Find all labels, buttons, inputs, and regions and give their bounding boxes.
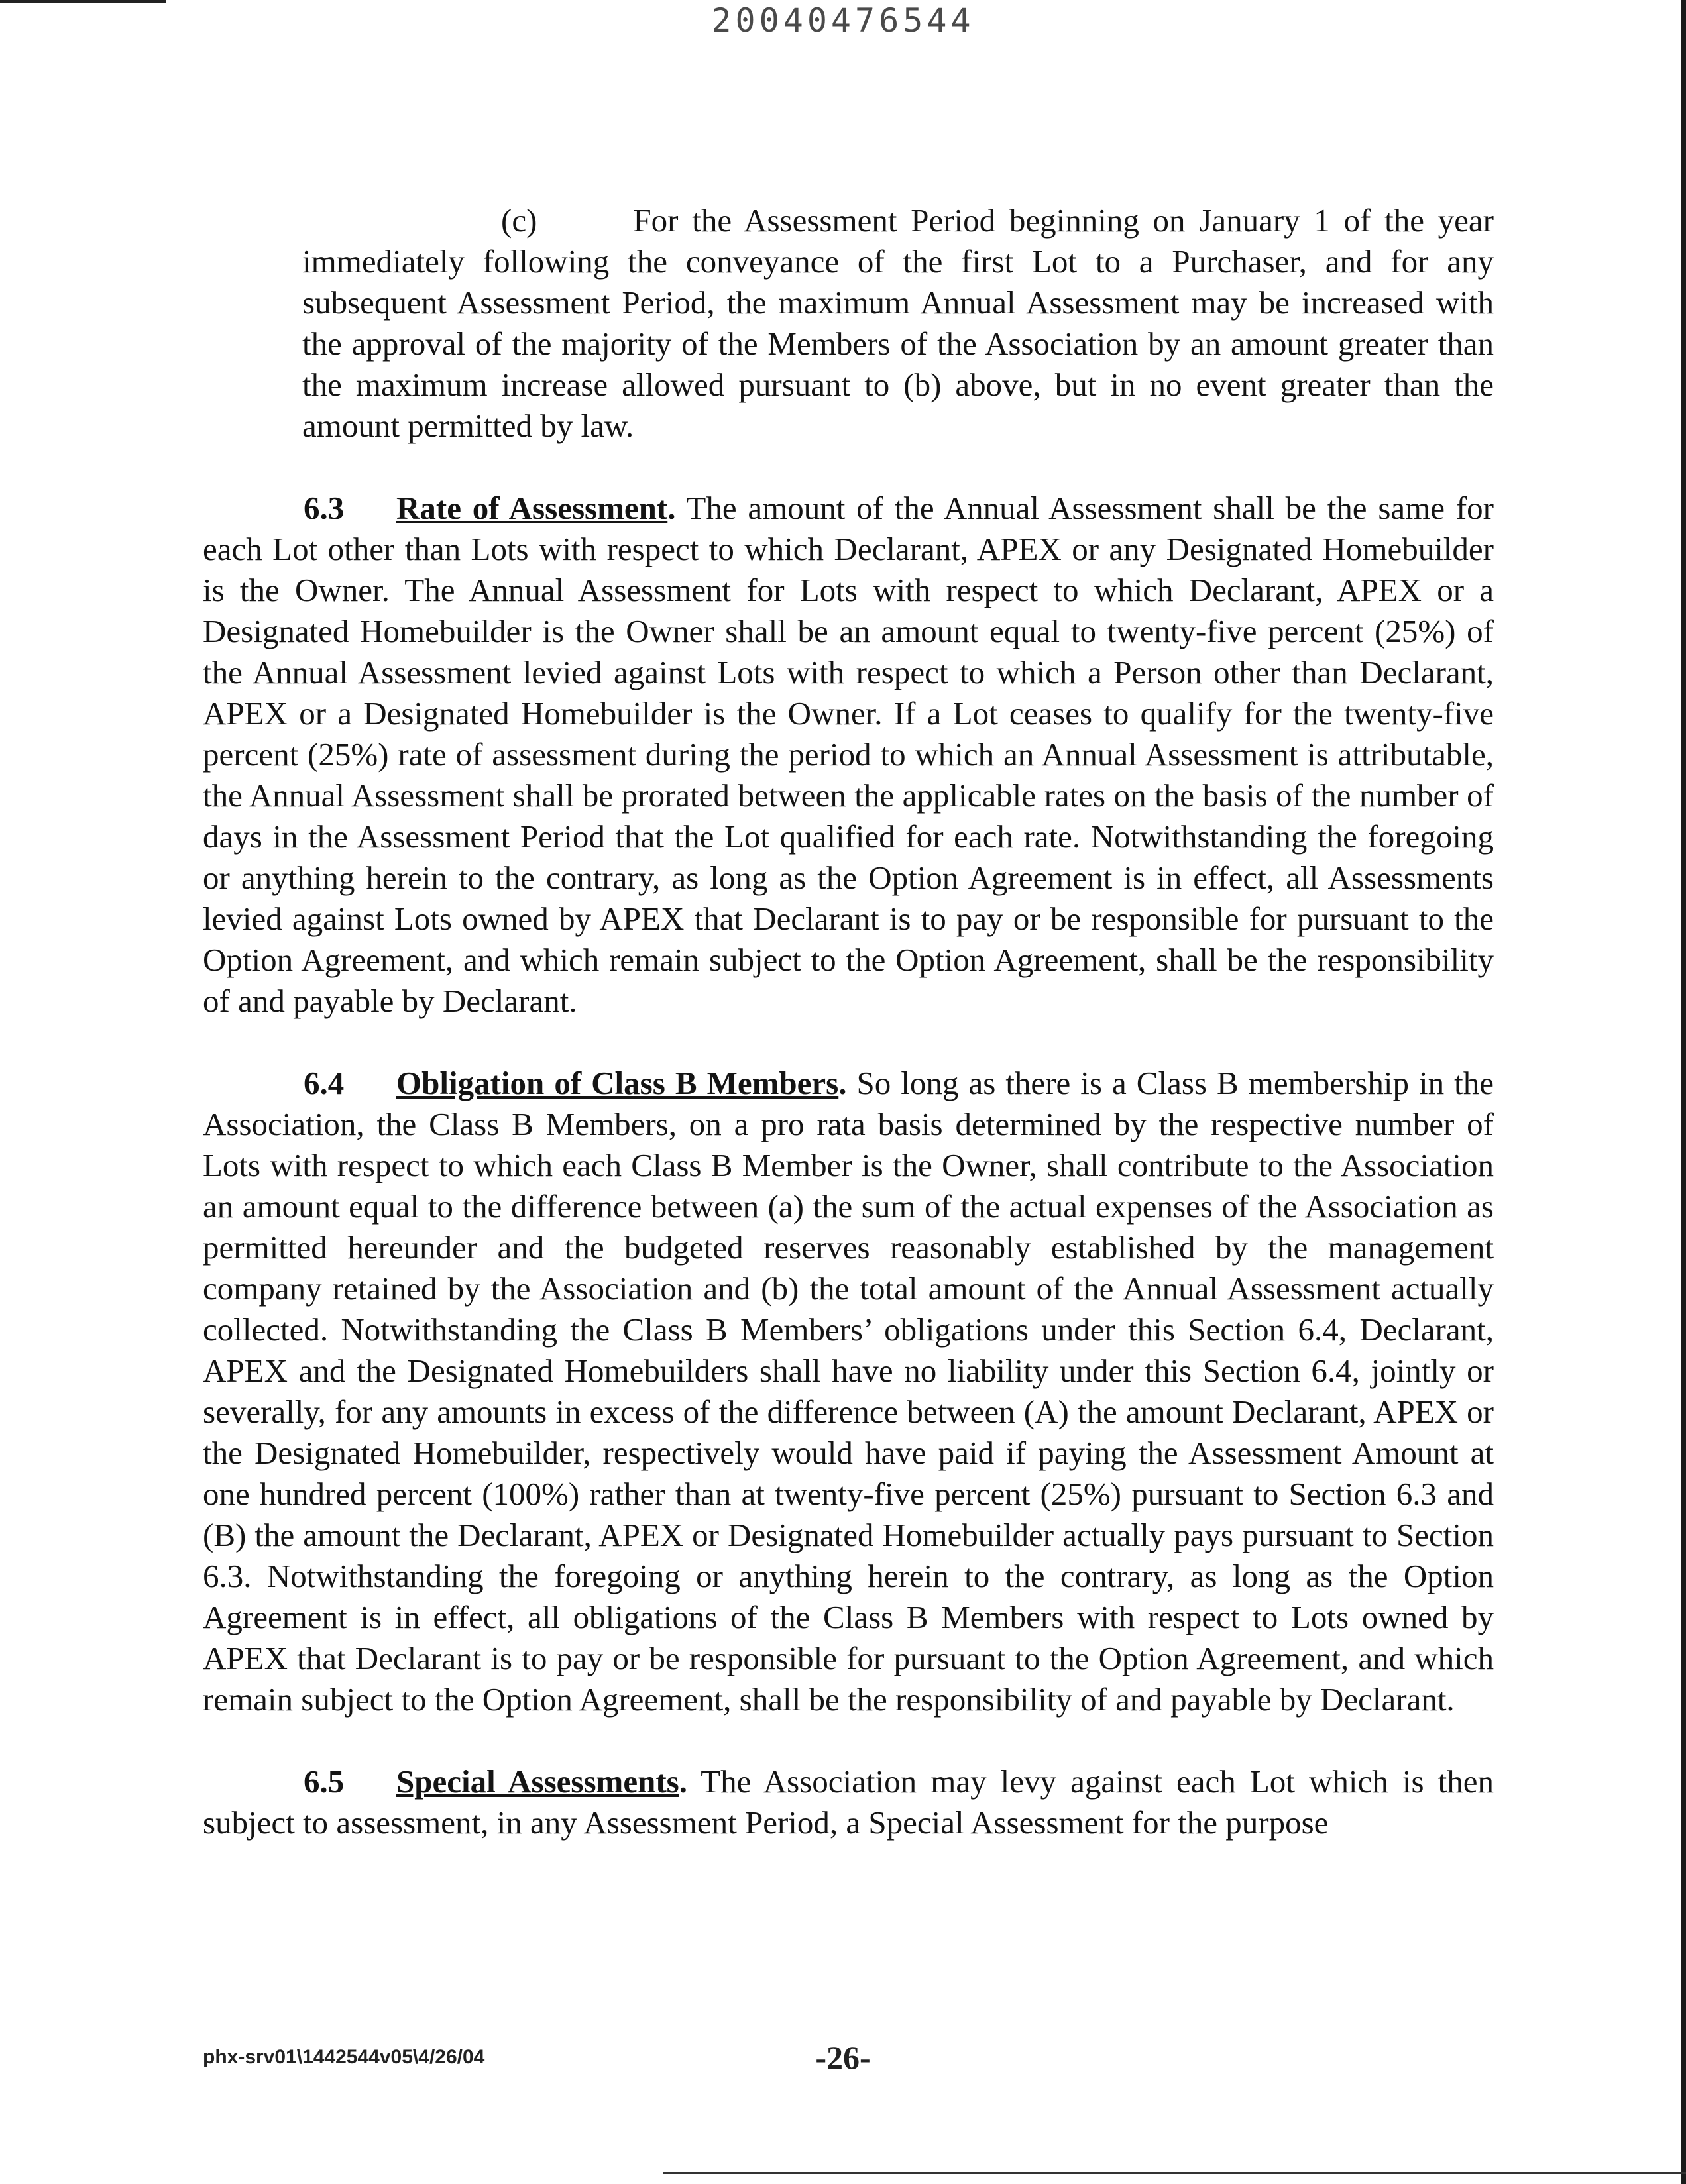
section-6-5-number: 6.5 [304,1763,345,1800]
section-6-4-title: Obligation of Class B Members [396,1065,839,1101]
section-6-4-text: So long as there is a Class B membership in the Association, the Class B Members, on a pro rata basis determined by the respective number of Lots with respect to which each Class B Member is the Owner, shall contribute to the Association an amount equal to the difference between (a) the sum of the actual expenses of the Association as permitted hereunder and the budgeted reserves reasonably established by the management company retained by the Association and (b) the total amount of the Annual Assessment actually collected. Notwithstanding the Class B Members’ obligations under this Section 6.4, Declarant, APEX and the Designated Homebuilders shall have no liability under this Section 6.4, jointly or severally, for any amounts in excess of the difference between (A) the amount Declarant, APEX or the Designated Homebuilder, respectively would have paid if paying the Assessment Amount at one hundred percent (100%) rather than at twenty-five percent (25%) pursuant to Section 6.3 and (B) the amount the Declarant, APEX or Designated Homebuilder actually pays pursuant to Section 6.3. Notwithstanding the foregoing or anything herein to the contrary, as long as the Option Agreement is in effect, all obligations of the Class B Members with respect to Lots owned by APEX that Declarant is to pay or be responsible for pursuant to the Option Agreement, and which remain subject to the Option Agreement, shall be the responsibility of and payable by Declarant. [203,1065,1494,1718]
paragraph-c-label: (c) [501,202,537,239]
scan-bottom-rule [663,2172,1686,2174]
section-6-3-text: The amount of the Annual Assessment shall be the same for each Lot other than Lots with respect to which Declarant, APEX or any Designated Homebuilder is the Owner. The Annual Assessment for Lots with respect to which Declarant, APEX or a Designated Homebuilder is the Owner shall be an amount equal to twenty-five percent (25%) of the Annual Assessment levied against Lots with respect to which a Person other than Declarant, APEX or a Designated Homebuilder is the Owner. If a Lot ceases to qualify for the twenty-five percent (25%) rate of assessment during the period to which an Annual Assessment is attributable, the Annual Assessment shall be prorated between the applicable rates on the basis of the number of days in the Assessment Period that the Lot qualified for each rate. Notwithstanding the foregoing or anything herein to the contrary, as long as the Option Agreement is in effect, all Assessments levied against Lots owned by APEX that Declarant is to pay or be responsible for pursuant to the Option Agreement, and which remain subject to the Option Agreement, shall be the responsibility of and payable by Declarant. [203,490,1494,1019]
section-6-5-text: The Association may levy against each Lot which is then subject to assessment, in any Assessment Period, a Special Assessment for the purpose [203,1763,1494,1841]
footer-file-id: phx-srv01\1442544v05\4/26/04 [203,2046,485,2068]
document-number: 20040476544 [711,1,975,40]
paragraph-c [302,200,1494,447]
section-6-4-number: 6.4 [304,1065,345,1101]
paragraph-c-text: For the Assessment Period beginning on January 1 of the year immediately following the conveyance of the first Lot to a Purchaser, and for any subsequent Assessment Period, the maximum Annual Assessment may be increased with the approval of the majority of the Members of the Association by an amount greater than the maximum increase allowed pursuant to (b) above, but in no event greater than the amount permitted by law. [302,202,1494,444]
section-6-5-title: Special Assessments [396,1763,679,1800]
scan-right-edge [1681,0,1686,2184]
section-6-3: 6.3 Rate of Assessment. The amount of the Annual Assessment shall be the same for each Lot other than Lots with respect to which Declarant, APEX or any Designated Homebuilder is the Owner. The Annual Assessment for Lots with respect to which Declarant, APEX or a Designated Homebuilder is the Owner shall be an amount equal to twenty-five percent (25%) of the Annual Assessment levied against Lots with respect to which a Person other than Declarant, APEX or a Designated Homebuilder is the Owner. If a Lot ceases to qualify for the twenty-five percent (25%) rate of assessment during the period to which an Annual Assessment is attributable, the Annual Assessment shall be prorated between the applicable rates on the basis of the number of days in the Assessment Period that the Lot qualified for each rate. Notwithstanding the foregoing or anything herein to the contrary, as long as the Option Agreement is in effect, all Assessments levied against Lots owned by APEX that Declarant is to pay or be responsible for pursuant to the Option Agreement, and which remain subject to the Option Agreement, shall be the responsibility of and payable by Declarant. [203,488,1494,1022]
body-text [203,200,1494,1884]
section-6-3-title: Rate of Assessment [396,490,668,526]
section-6-3-number: 6.3 [304,490,345,526]
section-6-4: 6.4 Obligation of Class B Members. So long as there is a Class B membership in the Association, the Class B Members, on a pro rata basis determined by the respective number of Lots with respect to which each Class B Member is the Owner, shall contribute to the Association an amount equal to the difference between (a) the sum of the actual expenses of the Association as permitted hereunder and the budgeted reserves reasonably established by the management company retained by the Association and (b) the total amount of the Annual Assessment actually collected. Notwithstanding the Class B Members’ obligations under this Section 6.4, Declarant, APEX and the Designated Homebuilders shall have no liability under this Section 6.4, jointly or severally, for any amounts in excess of the difference between (A) the amount Declarant, APEX or the Designated Homebuilder, respectively would have paid if paying the Assessment Amount at one hundred percent (100%) rather than at twenty-five percent (25%) pursuant to Section 6.3 and (B) the amount the Declarant, APEX or Designated Homebuilder actually pays pursuant to Section 6.3. Notwithstanding the foregoing or anything herein to the contrary, as long as the Option Agreement is in effect, all obligations of the Class B Members with respect to Lots owned by APEX that Declarant is to pay or be responsible for pursuant to the Option Agreement, and which remain subject to the Option Agreement, shall be the responsibility of and payable by Declarant. [203,1063,1494,1720]
page-number: -26- [815,2039,871,2076]
section-6-5: 6.5 Special Assessments. The Association may levy against each Lot which is then subject to assessment, in any Assessment Period, a Special Assessment for the purpose [203,1761,1494,1843]
